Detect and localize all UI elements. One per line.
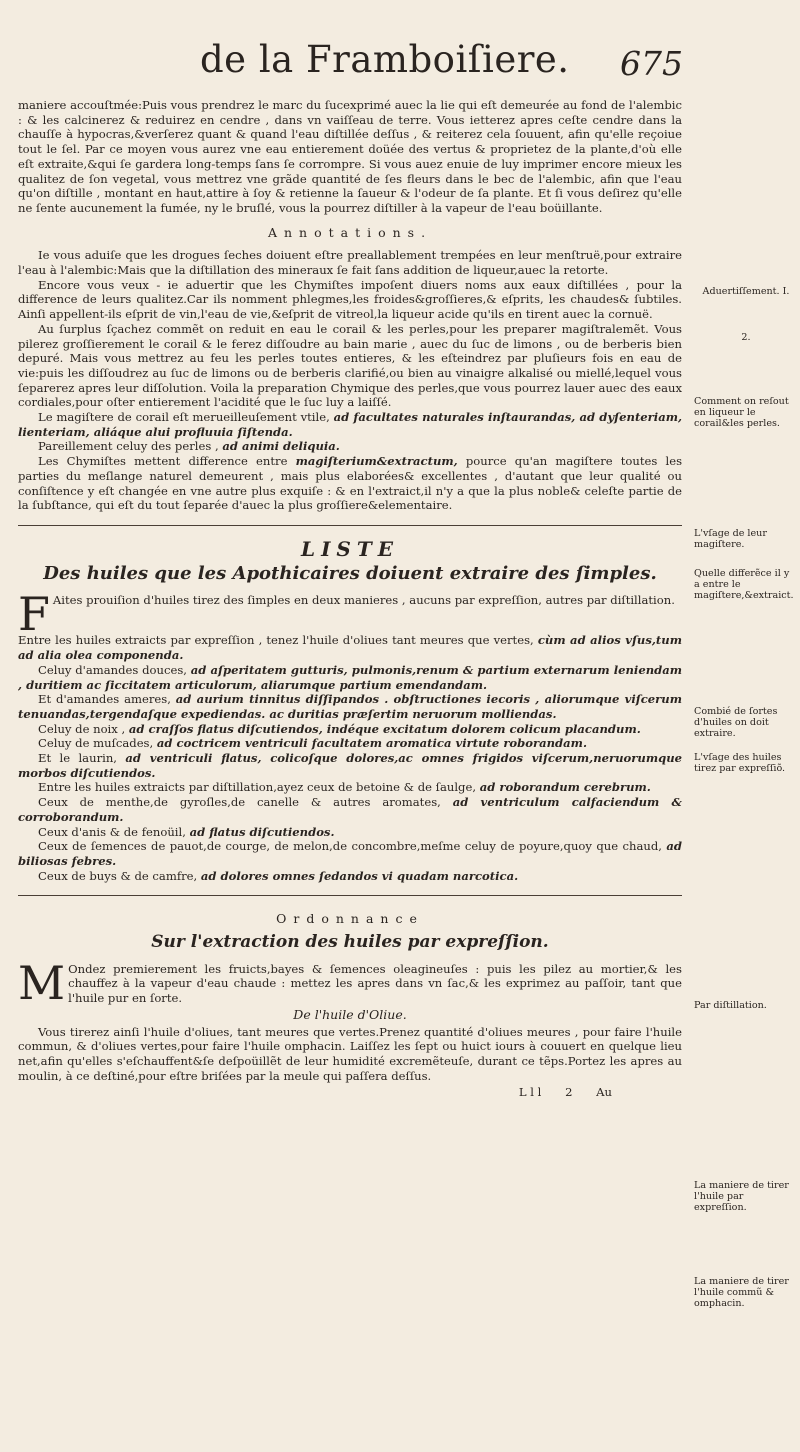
oliue-title: De l'huile d'Oliue. xyxy=(293,1006,407,1022)
perles-paragraph xyxy=(18,439,682,454)
perles-latin: ad animi deliquia. xyxy=(222,439,340,454)
huile-item-text: Celuy de muſcades, xyxy=(38,736,154,751)
distil-item-text: Entre les huiles extraicts par diſtillation,ayez ceux de betoine & de ſaulge, xyxy=(38,780,477,795)
distil-item-latin: ad ventriculum calfaciendum & corroborandum. xyxy=(18,795,682,824)
annotations-heading: Annotations. xyxy=(267,224,433,240)
huile-item-text: Celuy de noix , xyxy=(38,721,126,736)
expression-text: Entre les huiles extraicts par expreſſion , tenez l'huile d'oliues tant meures que vertes, xyxy=(18,633,534,648)
huile-item-latin: ad aſperitatem gutturis, pulmonis,renum & partium externarum leniendam , duritiem ac ſiccitatem articulorum, aliarumque partium emendandam. xyxy=(18,662,683,692)
ordonnance-subtitle: Sur l'extraction des huiles par expreſſion. xyxy=(151,932,549,953)
ordonnance-first-paragraph xyxy=(18,955,682,1010)
huile-item xyxy=(18,663,682,692)
margin-note-2: 2. xyxy=(741,332,751,343)
distil-item-text: Ceux de menthe,de gyroſles,de canelle & autres aromates, xyxy=(38,795,441,810)
margin-note-expression: L'vſage des huiles tirez par expreſſiõ. xyxy=(694,752,786,774)
annotation-paragraph-3: Au ſurplus ſçachez commẽt on reduit en eau le corail & les perles,pour les preparer magiſtralemẽt. Vous pilerez groſſierement le corail & le ferez diſſoudre au bain marie , auec du ſuc de limons , ou de berberis bien depuré. Mais vous mettrez au feu les perles toutes entieres, & les eſteindrez par pluſieurs fois en eau de vie:puis les diſſoudrez au ſuc de limons ou de berberis clarifié,ou bien au vinaigre alkalisé ou miellé,lequel vous ſeparerez apres leur diſſolution. Voila la preparation Chymique des perles,que vous pourrez lauer auec des eaux cordiales,pour oſter entierement l'acidité que le ſuc luy a laiſſé. xyxy=(18,321,682,410)
distil-item xyxy=(18,869,682,884)
page-number: 675 xyxy=(620,44,683,83)
margin-note-aduertissement: Aduertiſſement. I. xyxy=(702,286,790,297)
magistere-text: Le magiſtere de corail eſt merueilleuſement vtile, xyxy=(38,410,330,425)
magistere-paragraph xyxy=(18,410,682,439)
main-text-column xyxy=(18,98,682,1100)
distil-item xyxy=(18,839,682,868)
difference-latin: magiſterium&extractum, xyxy=(295,454,458,469)
running-title: de la Framboiſiere. xyxy=(200,38,570,81)
difference-text-b: pource qu'an magiſtere toutes les parties du meſlange naturel demeurent , mais plus elaborées& excellentes , d'autant que leur qualité ou conſiſtence y eſt changée en vne autre plus exquiſe : & en l'extraict,il n'y a que la plus noble& celeſte partie de la ſubſtance, qui eſt du tout ſeparée d'auec la plus groſſiere&elementaire. xyxy=(18,454,683,513)
distil-item-latin: ad roborandum cerebrum. xyxy=(479,780,651,795)
dropcap-m: M xyxy=(18,955,66,1010)
margin-note-maniere-expression: La maniere de tirer l'huile par expreſſion. xyxy=(694,1180,789,1213)
margin-note-omphacin: La maniere de tirer l'huile commũ & omphacin. xyxy=(694,1276,789,1309)
dropcap-f: F xyxy=(18,587,50,642)
huile-item-text: Et le laurin, xyxy=(38,751,117,766)
margin-note-difference: Quelle differẽce il y a entre le magiſtere,&extraict. xyxy=(694,568,794,601)
ordonnance-first-text: Ondez premierement les fruicts,bayes & ſemences oleagineuſes : puis les pilez au mortier,& les chauffez à la vapeur d'eau chaude : mettez les apres dans vn ſac,& les exprimez au paſſoir, tant que l'huile pur en ſorte. xyxy=(68,961,682,1006)
huile-item xyxy=(18,751,682,780)
margin-note-corail: Comment on reſout en liqueur le corail&les perles. xyxy=(694,396,789,429)
distil-item xyxy=(18,795,682,824)
section-divider-1 xyxy=(18,525,682,526)
liste-subtitle: Des huiles que les Apothicaires doiuent extraire des ſimples. xyxy=(43,562,657,584)
magistere-latin: ad facultates naturales inſtaurandas, ad dyſenteriam, lienteriam, aliáque alui profluuia ſiſtenda. xyxy=(18,410,683,439)
huile-item-latin: ad craſſos flatus diſcutiendos, indéque excitatum dolorem colicum placandum. xyxy=(128,721,641,736)
huile-item-latin: ad coctricem ventriculi facultatem aromatica virtute roborandam. xyxy=(156,736,587,751)
distil-item-text: Ceux d'anis & de fenoüil, xyxy=(38,824,186,839)
perles-text: Pareillement celuy des perles , xyxy=(38,439,219,454)
huile-item-text: Celuy d'amandes douces, xyxy=(38,662,187,677)
distil-item-latin: ad biliosas febres. xyxy=(18,839,683,868)
margin-note-magistere: L'vſage de leur magiſtere. xyxy=(694,528,767,550)
distil-item xyxy=(18,825,682,840)
distil-item xyxy=(18,780,682,795)
expression-latin: cùm ad alios vſus,tum ad alia olea componenda. xyxy=(18,633,682,663)
distil-item-latin: ad flatus diſcutiendos. xyxy=(189,824,335,839)
liste-title: LISTE xyxy=(301,536,399,561)
huile-item xyxy=(18,722,682,737)
ordonnance-heading: Ordonnance xyxy=(276,911,424,927)
huile-item xyxy=(18,736,682,751)
difference-paragraph xyxy=(18,454,682,513)
distil-item-latin: ad dolores omnes ſedandos vi quadam narcotica. xyxy=(200,868,519,883)
distil-item-text: Ceux de ſemences de pauot,de courge, de melon,de concombre,meſme celuy de poyure,quoy que chaud, xyxy=(38,839,662,854)
expression-paragraph xyxy=(18,633,682,662)
liste-first-text: Aites prouiſion d'huiles tirez des ſimples en deux manieres , aucuns par expreſſion, autres par diſtillation. xyxy=(52,593,675,608)
signature-line xyxy=(18,1085,682,1100)
page-header xyxy=(0,38,800,94)
signature-mark: L l l xyxy=(518,1085,542,1100)
section-divider-2 xyxy=(18,895,682,896)
margin-note-sortes: Combié de ſortes d'huiles on doit extraire. xyxy=(694,706,778,739)
distil-item-text: Ceux de buys & de camfre, xyxy=(38,868,198,883)
huile-item-text: Et d'amandes ameres, xyxy=(38,692,171,707)
huile-item-latin: ad aurium tinnitus diſſipandos . obſtructiones iecoris , aliorumque viſcerum tenuandas,tergendaſque expediendas. ac duritias præſertim neruorum molliendas. xyxy=(18,692,682,721)
annotation-paragraph-1: Ie vous aduiſe que les drogues ſeches doiuent eſtre preallablement trempées en leur menſtruë,pour extraire l'eau à l'alembic:Mais que la diſtillation des mineraux ſe fait ſans addition de liqueur,auec la retorte. xyxy=(18,248,682,278)
annotation-paragraph-2: Encore vous veux - ie aduertir que les Chymiſtes impoſent diuers noms aux eaux diſtillées , pour la difference de leurs qualitez.Car ils nomment phlegmes,les froides&groſſieres,& eſprits, les chaudes& ſubtiles. Ainſi appellent-ils eſprit de vin,l'eau de vie,&eſprit de vitreol,la liqueur acide qu'ils en tirent auec la cornuë. xyxy=(18,277,682,322)
difference-text-a: Les Chymiſtes mettent difference entre xyxy=(38,454,288,469)
oliue-paragraph: Vous tirerez ainſi l'huile d'oliues, tant meures que vertes.Prenez quantité d'oliues meures , pour faire l'huile commun, & d'oliues vertes,pour faire l'huile omphacin. Laiſſez les ſept ou huict iours à couuert en quelque lieu net,afin qu'elles s'eſchauffent&ſe deſpoüillẽt de leur humidité excremẽteuſe, durant ce tẽps.Portez les apres au moulin, à ce deſtiné,pour eſtre briſées par la meule qui paſſera deſſus. xyxy=(18,1024,682,1083)
huile-item xyxy=(18,692,682,721)
margin-note-distillation: Par diſtillation. xyxy=(694,1000,767,1011)
huile-item-latin: ad ventriculi flatus, colicoſque dolores,ac omnes frigidos viſcerum,neruorumque morbos diſcutiendos. xyxy=(18,751,682,780)
intro-paragraph: maniere accouſtmée:Puis vous prendrez le marc du ſucexprimé auec la lie qui eſt demeurée au fond de l'alembic : & les calcinerez & reduirez en cendre , dans vn vaiſſeau de terre. Vous ietterez apres ceſte cendre dans la chauſſe à hypocras,&verſerez quant & quand l'eau diſtillée deſſus , & reiterez cela ſouuent, afin qu'elle reçoiue tout le ſel. Par ce moyen vous aurez vne eau entierement doüée des vertus & proprietez de la plante,d'où elle eſt extraite,&qui ſe gardera long-temps ſans ſe corrompre. Si vous auez enuie de luy imprimer encore mieux les qualitez de ſon vegetal, vous mettrez vne grãde quantité de ſes fleurs dans le bec de l'alembic, afin que l'eau qu'on diſtille , montant en haut,attire à ſoy & retienne la ſaueur & l'odeur de ſa plante. Et ſi vous deſirez qu'elle ne ſente aucunement la fumée, ny le bruſlé, vous la pourrez diſtiller à la vapeur de l'eau boüillante. xyxy=(18,98,682,215)
signature-number: 2 xyxy=(565,1085,573,1100)
catchword: Au xyxy=(596,1085,612,1100)
